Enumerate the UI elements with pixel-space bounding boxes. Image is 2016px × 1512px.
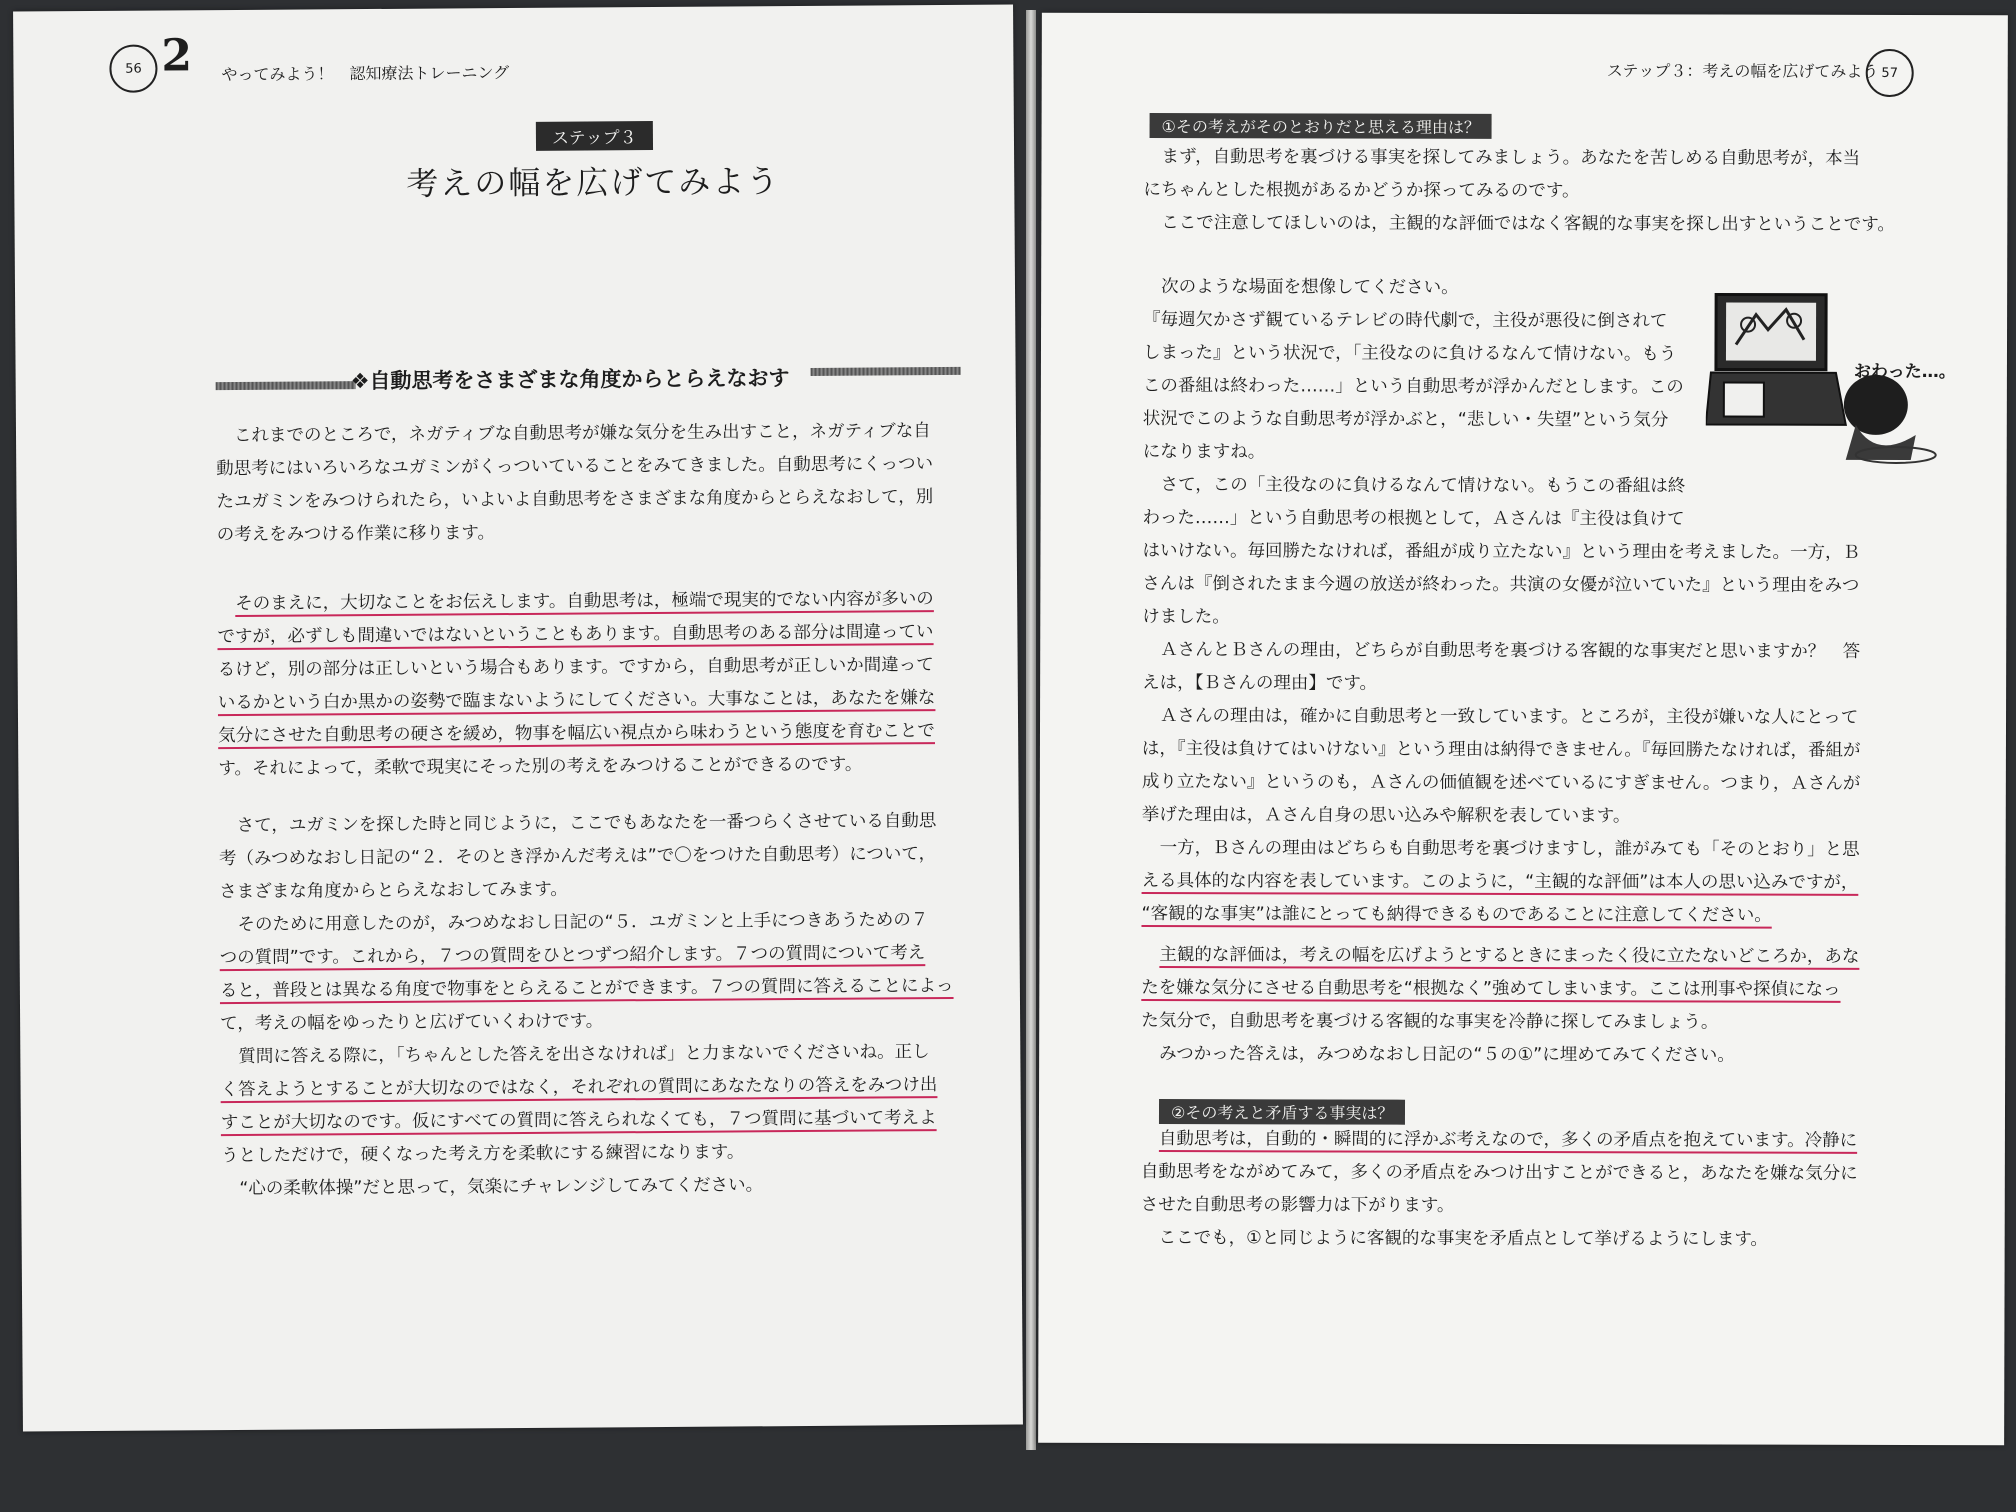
text-line-underlined: そのまえに，大切なことをお伝えします。自動思考は，極端で現実的でない内容が多いの [235,589,934,614]
text-line-underlined: 気分にさせた自動思考の硬さを緩め，物事を幅広い視点から味わうという態度を育むことで [218,721,935,747]
illustration-caption: おわった…。 [1853,361,1956,383]
left-paragraph-3 [219,805,955,1206]
text-line: しまった』という状況で，「主役なのに負けるなんて情けない。もう [1142,343,1677,365]
page-title: 考えの幅を広げてみよう [406,162,781,203]
right-section1-intro [1143,141,1895,242]
right-section2-body [1141,1123,1858,1257]
text-line: みつかった答えは，みつめなおし日記の“５の①”に埋めてみてください。 [1159,1044,1735,1066]
text-line: さんは『倒されたまま今週の放送が終わった。共演の女優が泣いていた』という理由をみつ [1142,574,1860,596]
text-line: ＡさんとＢさんの理由，どちらが自動思考を裏づける客観的な事実だと思いますか？ 答 [1160,640,1861,662]
text-line: ここでも，①と同じように客観的な事実を矛盾点として挙げるようにします。 [1158,1228,1768,1250]
text-line: けました。 [1142,607,1230,628]
left-page [13,5,1023,1432]
right-page-header: ステップ３：考えの幅を広げてみよう [1606,61,1879,81]
step-label: ステップ３ [536,121,653,151]
text-line-underlined: いるかという白か黒かの姿勢で臨まないようにしてください。大事なことは，あなたを嫌な [217,688,936,714]
text-line-underlined: たを嫌な気分にさせる自動思考を“根拠なく”強めてしまいます。ここは刑事や探偵になっ [1141,978,1841,1000]
text-line: “心の柔軟体操”だと思って，気楽にチャレンジしてみてください。 [239,1175,764,1199]
text-line: させた自動思考の影響力は下がります。 [1140,1195,1455,1216]
text-line: 次のような場面を想像してください。 [1161,277,1459,298]
text-line: の考えをみつける作業に移ります。 [216,523,496,546]
text-line: たユガミンをみつけられたら，いよいよ自動思考をさまざまな角度からとらえなおして，別 [216,487,934,513]
book-spine [1026,10,1036,1450]
right-section1-body [1141,271,1862,1073]
left-paragraph-1 [216,415,934,552]
text-line-underlined: く答えようとすることが大切なのではなく，それぞれの質問にあなたなりの答えをみつけ出 [220,1075,938,1101]
text-line: 成り立たない』というのも，Ａさんの価値観を述べているにすぎません。つまり，Ａさんが [1141,772,1861,794]
text-line: 質問に答える際に，「ちゃんとした答えを出さなければ」と力まないでくださいね。正し [238,1042,930,1067]
subsection-heading-1: ①その考えがそのとおりだと思える理由は？ [1150,113,1492,139]
text-line: さて，ユガミンを探した時と同じように，ここでもあなたを一番つらくさせている自動思 [236,811,937,836]
text-line-underlined: つの質問”です。これから，７つの質問をひとつずつ紹介します。７つの質問について考え [219,943,926,969]
text-line-underlined: ですが，必ずしも間違いではないということもあります。自動思考のある部分は間違ってい [217,622,934,648]
text-line-underlined: ると，普段とは異なる角度で物事をとらえることができます。７つの質問に答えることによっ [219,975,954,1002]
text-line: この番組は終わった……」という自動思考が浮かんだとします。この [1142,376,1684,398]
text-line: 状況でこのような自動思考が浮かぶと，“悲しい・失望”という気分 [1142,409,1669,431]
text-line: て，考えの幅をゆったりと広げていくわけです。 [220,1011,604,1035]
text-line: 一方，Ｂさんの理由はどちらも自動思考を裏づけますし，誰がみても「そのとおり」と思 [1159,838,1860,860]
left-page-number: 56 [109,45,157,93]
right-page [1038,13,2008,1446]
text-line: さまざまな角度からとらえなおしてみます。 [219,879,568,903]
text-line: す。それによって，柔軟で現実にそった別の考えをみつけることができるのです。 [218,754,863,780]
right-page-number: 57 [1866,49,1914,97]
text-line: た気分で，自動思考を裏づける客観的な事実を冷静に探してみましょう。 [1141,1011,1719,1033]
section-rule-right [811,367,961,376]
text-line: にちゃんとした根拠があるかどうか探ってみるのです。 [1143,180,1580,202]
text-line: 動思考にはいろいろなユガミンがくっついていることをみてきました。自動思考にくっつい [216,454,934,480]
text-line: はいけない。毎回勝たなければ，番組が成り立たない』という理由を考えました。一方，Ｂ [1142,541,1860,563]
text-line: これまでのところで，ネガティブな自動思考が嫌な気分を生み出すこと，ネガティブな自 [233,421,931,446]
text-line: 自動思考をながめてみて，多くの矛盾点をみつけ出すことができると，あなたを嫌な気分に [1140,1162,1858,1184]
section-heading: ❖自動思考をさまざまな角度からとらえなおす [350,366,790,394]
text-line-underlined: すことが大切なのです。仮にすべての質問に答えられなくても，７つ質問に基づいて考えよ [220,1108,937,1134]
text-line-underlined: える具体的な内容を表しています。このように，“主観的な評価”は本人の思い込みですが， [1141,871,1859,893]
left-page-header: やってみよう！ 認知療法トレーニング [221,63,510,85]
subsection-heading-2: ②その考えと矛盾する事実は？ [1159,1099,1405,1125]
text-line: うとしただけで，硬くなった考え方を柔軟にする練習になります。 [220,1142,745,1167]
text-line: 『毎週欠かさず観ているテレビの時代劇で，主役が悪役に倒されて [1143,310,1668,332]
section-rule-left [216,381,356,390]
text-line: になりますね。 [1142,442,1266,463]
text-line: えは，【Ｂさんの理由】です。 [1142,673,1378,694]
text-line: るけど，別の部分は正しいという場合もあります。ですから，自動思考が正しいか間違って [217,655,934,681]
text-line: 考（みつめなおし日記の“２．そのとき浮かんだ考えは”で〇をつけた自動思考）について， [218,844,937,870]
text-line-underlined: 主観的な評価は，考えの幅を広げようとするときにまったく役に立たないどころか，あな [1159,945,1860,967]
text-line-underlined: “客観的な事実”は誰にとっても納得できるものであることに注意してください。 [1141,904,1772,926]
left-paragraph-2 [217,583,936,786]
text-line: さて，この「主役なのに負けるなんて情けない。もうこの番組は終 [1160,475,1686,497]
text-line: は，『主役は負けてはいけない』という理由は納得できません。『毎回勝たなければ，番組が [1141,739,1861,761]
text-line-underlined: 自動思考は，自動的・瞬間的に浮かぶ考えなので，多くの矛盾点を抱えています。冷静に [1158,1129,1858,1151]
chapter-mark: 2 [161,30,193,82]
text-line: 挙げた理由は，Ａさん自身の思い込みや解釈を表しています。 [1141,805,1631,827]
text-line: まず，自動思考を裏づける事実を探してみましょう。あなたを苦しめる自動思考が，本当 [1161,147,1861,169]
text-line: そのために用意したのが，みつめなおし日記の“５．ユガミンと上手につきあうための７ [237,910,929,935]
text-line: わった……」という自動思考の根拠として，Ａさんは『主役は負けて [1142,508,1685,530]
text-line: Ａさんの理由は，確かに自動思考と一致しています。ところが，主役が嫌いな人にとって [1160,706,1859,728]
text-line: ここで注意してほしいのは，主観的な評価ではなく客観的な事実を探し出すということです。 [1161,213,1895,235]
